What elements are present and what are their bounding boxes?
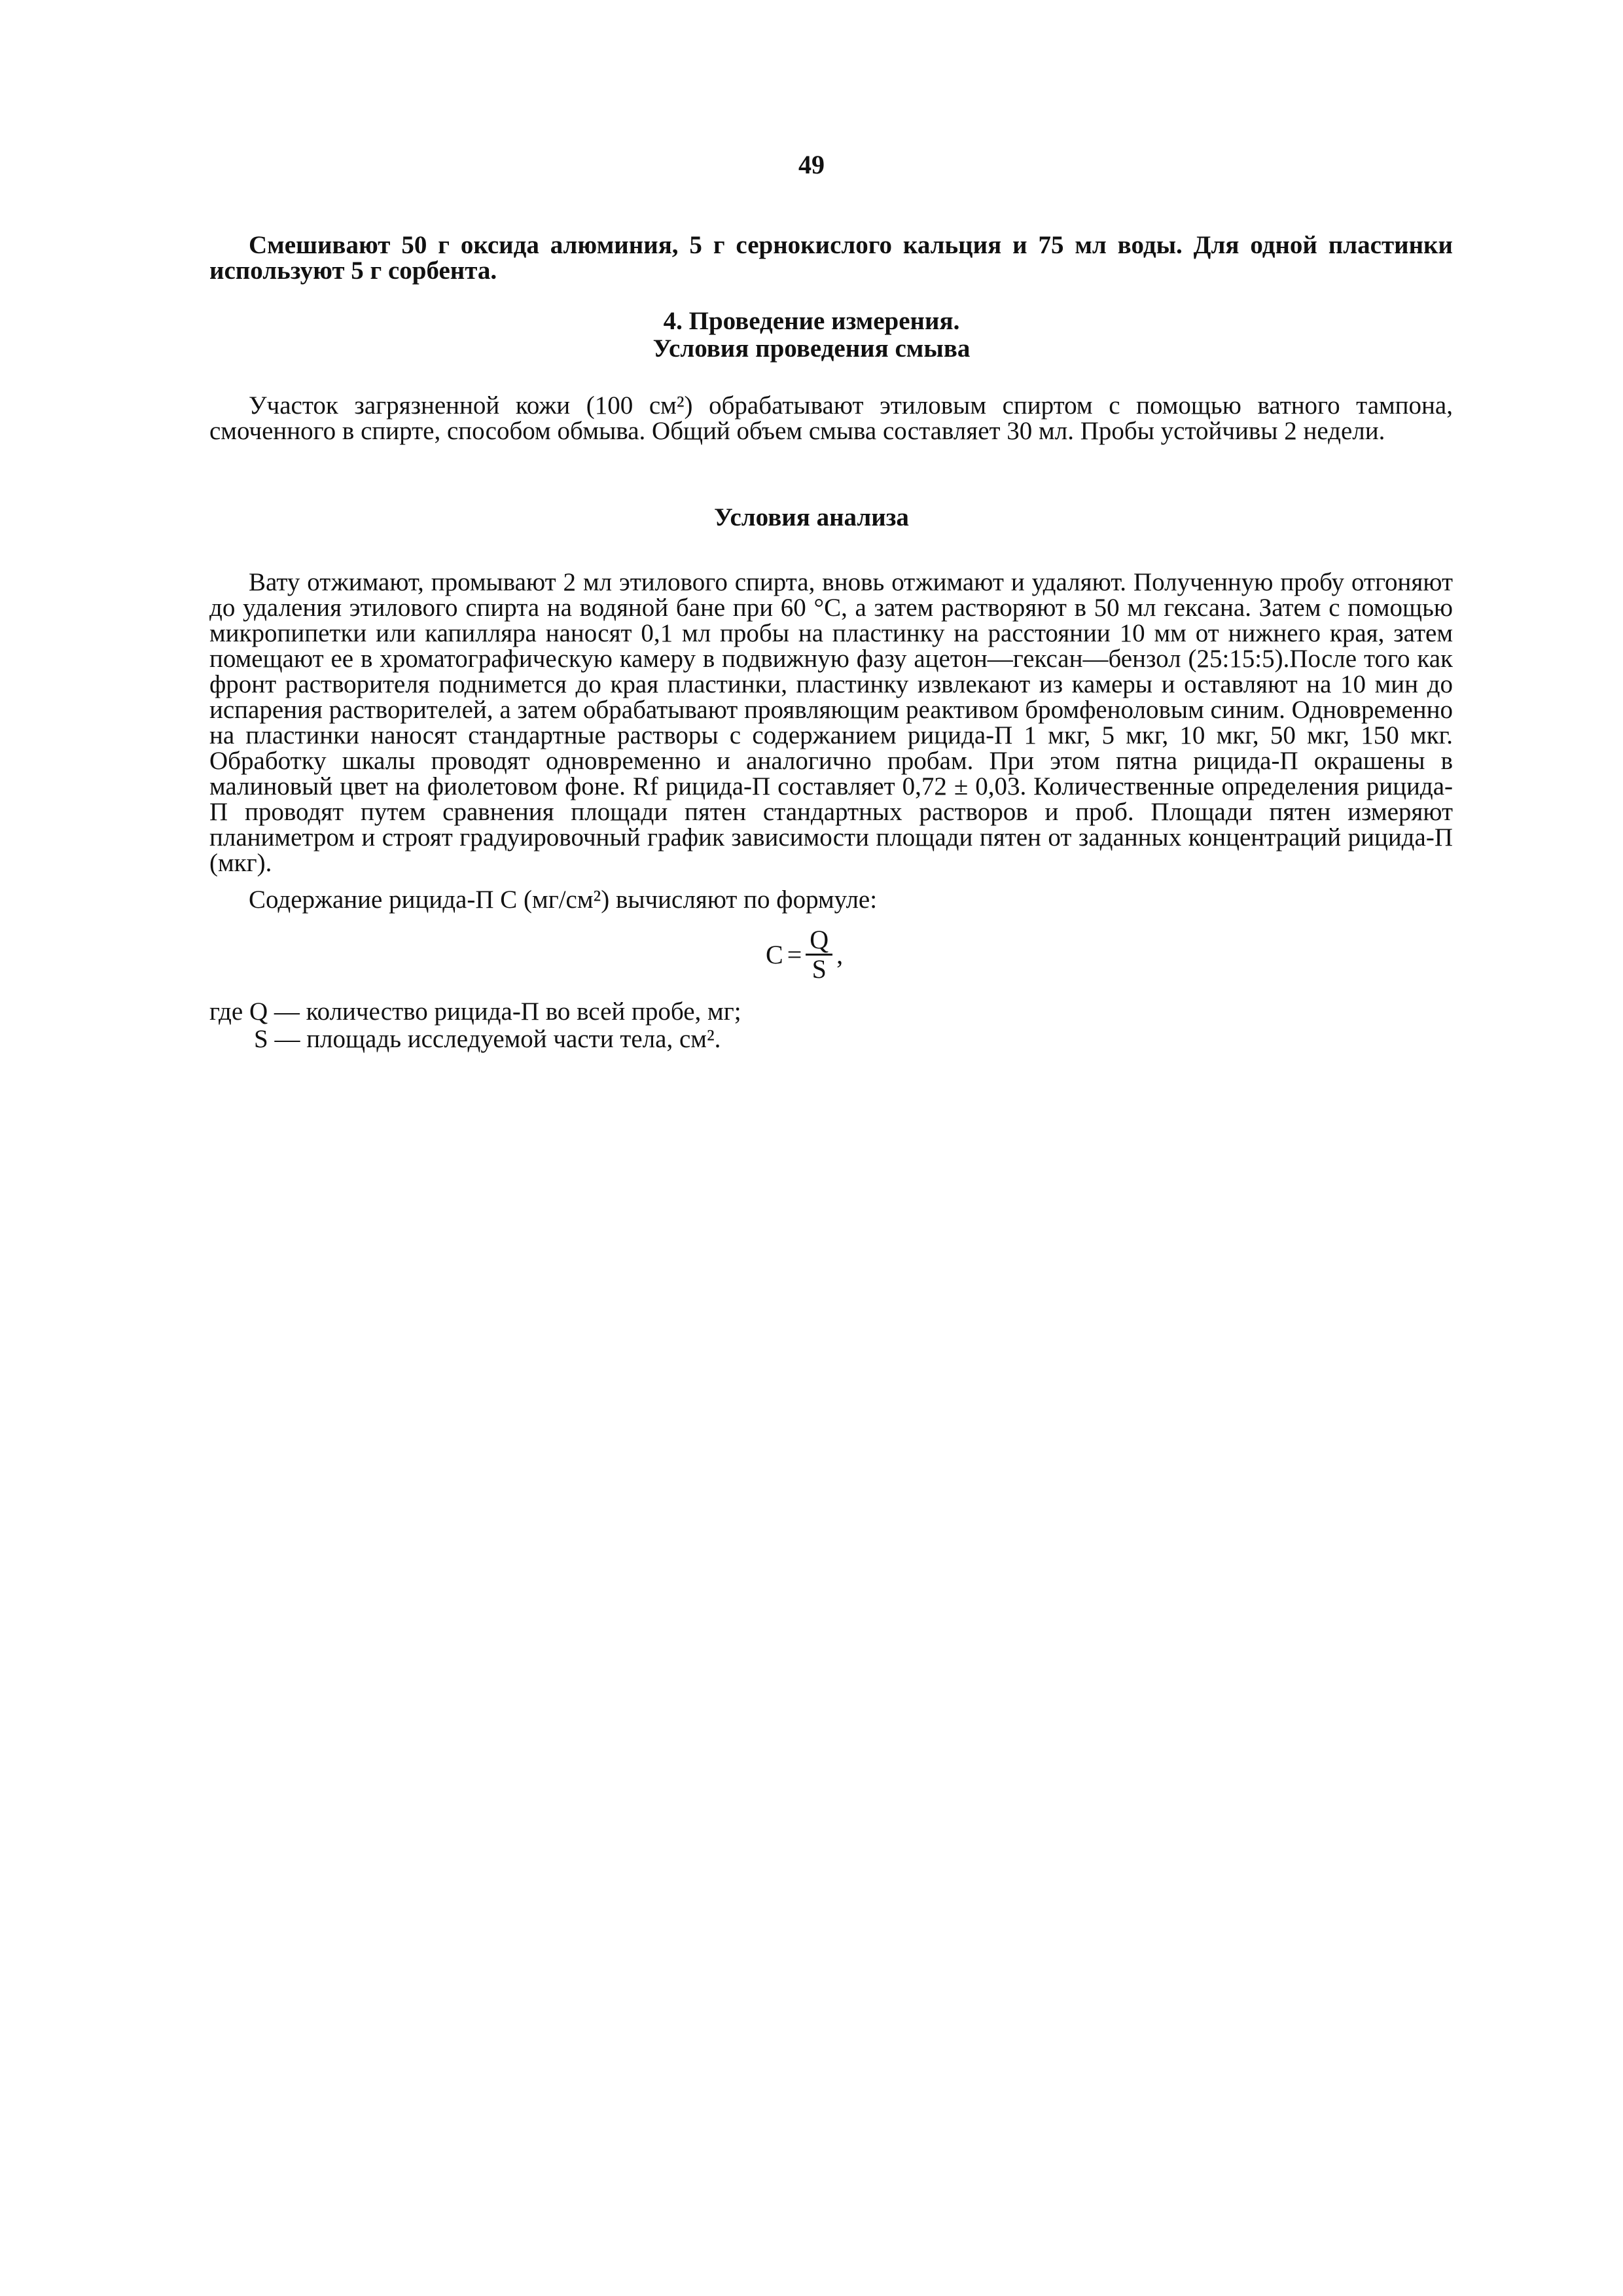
legend-s: S — площадь исследуемой части тела, см². [254,1025,721,1053]
analysis-heading: Условия анализа [714,503,909,531]
legend-q: где Q — количество рицида-П во всей пробе, мг; [209,997,741,1026]
intro-paragraph: Смешивают 50 г оксида алюминия, 5 г сернокислого кальция и 75 мл воды. Для одной пластинки используют 5 г сорбента. [209,231,1453,285]
formula-legend [209,998,1453,1053]
formula [766,926,843,983]
wash-paragraph: Участок загрязненной кожи (100 см²) обрабатывают этиловым спиртом с помощью ватного тампона, смоченного в спирте, способом обмыва. Общий объем смыва составляет 30 мл. Пробы устойчивы 2 недели. [209,391,1453,445]
analysis-paragraph: Вату отжимают, промывают 2 мл этилового спирта, вновь отжимают и удаляют. Полученную пробу отгоняют до удаления этилового спирта на водяной бане при 60 °С, а затем растворяют в 50 мл гексана. Затем с помощью микропипетки или капилляра наносят 0,1 мл пробы на пластинку на расстоянии 10 мм от нижнего края, затем помещают ее в хроматографическую камеру в подвижную фазу ацетон—гексан—бензол (25:15:5).После того как фронт растворителя поднимется до края пластинки, пластинку извлекают из камеры и оставляют на 10 мин до испарения растворителей, а затем обрабатывают проявляющим реактивом бромфеноловым синим. Одновременно на пластинки наносят стандартные растворы с содержанием рицида-П 1 мкг, 5 мкг, 10 мкг, 50 мкг, 150 мкг. Обработку шкалы проводят одновременно и аналогично пробам. При этом пятна рицида-П окрашены в малиновый цвет на фиолетовом фоне. Rf рицида-П составляет 0,72 ± 0,03. Количественные определения рицида-П проводят путем сравнения площади пятен стандартных растворов и проб. Площади пятен измеряют планиметром и строят градуировочный график зависимости площади пятен от заданных концентраций рицида-П (мкг). [209,568,1453,877]
section-heading-line1: 4. Проведение измерения. [663,307,960,335]
formula-lhs: С [766,940,783,969]
page-number: 49 [798,150,825,179]
formula-equals: = [787,940,802,969]
formula-intro: Содержание рицида-П С (мг/см²) вычисляют по формуле: [249,886,878,914]
formula-fraction [806,926,832,983]
formula-denominator: S [812,954,827,984]
section-heading [0,308,1623,363]
formula-trailing: , [836,940,844,969]
section-heading-line2: Условия проведения смыва [652,334,971,363]
formula-numerator: Q [806,926,832,956]
